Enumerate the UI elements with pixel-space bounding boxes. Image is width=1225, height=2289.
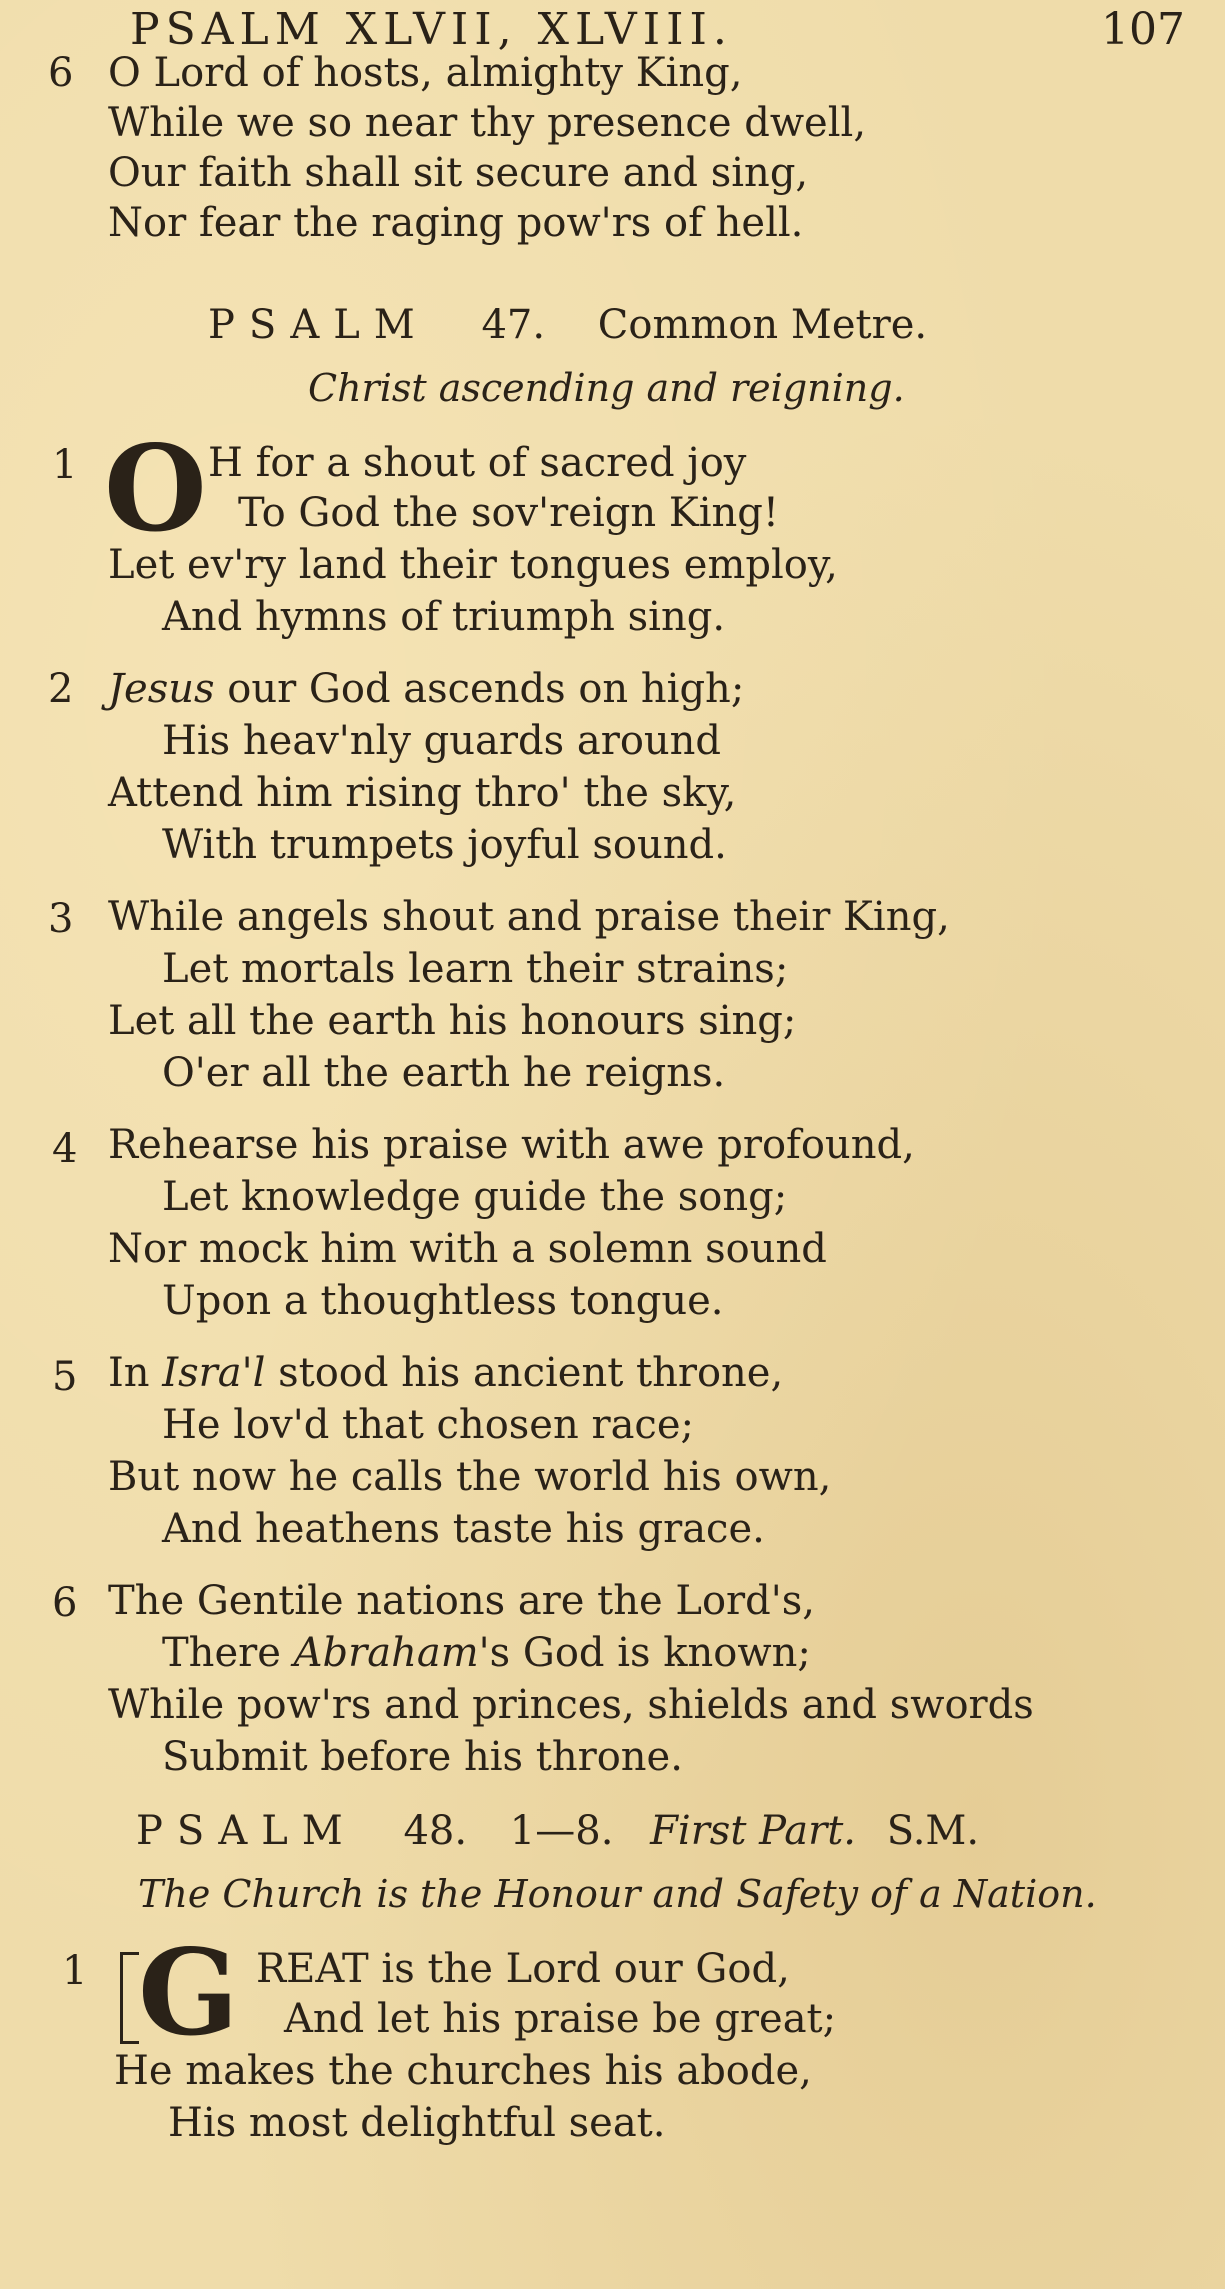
verse-line-prefix: In: [108, 1350, 163, 1396]
verse-line: While we so near thy presence dwell,: [108, 100, 867, 146]
verse-line: O Lord of hosts, almighty King,: [108, 50, 743, 96]
stanza-number: 6: [52, 1580, 78, 1626]
italic-name: Abraham: [293, 1630, 479, 1676]
verse-line: While pow'rs and princes, shields and swords: [108, 1682, 1034, 1728]
running-head-title: PSALM XLVII, XLVIII.: [130, 4, 733, 55]
verse-line-rest: stood his ancient throne,: [265, 1350, 784, 1396]
drop-cap: O: [104, 419, 207, 558]
verse-line: Nor mock him with a solemn sound: [108, 1226, 827, 1272]
verse-line: His heav'nly guards around: [162, 718, 722, 764]
verse-line-rest: our God ascends on high;: [214, 666, 745, 712]
verse-line: REAT is the Lord our God,: [256, 1946, 790, 1992]
verse-line: [108, 664, 744, 714]
verse-line: Submit before his throne.: [162, 1734, 683, 1780]
psalm-number: 48.: [403, 1808, 468, 1854]
verse-line: [162, 1628, 811, 1678]
psalm-label: PSALM: [208, 302, 429, 348]
verse-line: Let mortals learn their strains;: [162, 946, 789, 992]
verse-line: Nor fear the raging pow'rs of hell.: [108, 200, 804, 246]
bracket-ornament: [120, 1952, 139, 2044]
verse-line: And let his praise be great;: [284, 1996, 837, 2042]
verse-line: The Gentile nations are the Lord's,: [108, 1578, 816, 1624]
verse-line: Our faith shall sit secure and sing,: [108, 150, 809, 196]
verse-line: O'er all the earth he reigns.: [162, 1050, 726, 1096]
stanza-number: 2: [48, 666, 74, 712]
psalm-47-heading: [208, 300, 927, 350]
psalm-47-subtitle: Christ ascending and reigning.: [308, 366, 905, 410]
psalm-metre: Common Metre.: [597, 302, 928, 348]
verse-line: With trumpets joyful sound.: [162, 822, 727, 868]
page-number: 107: [1101, 4, 1185, 55]
psalm-metre: S.M.: [886, 1808, 980, 1854]
verse-line: He makes the churches his abode,: [114, 2048, 812, 2094]
verse-line-prefix: There: [162, 1630, 294, 1676]
psalm-number: 47.: [481, 302, 546, 348]
psalm-verses: 1—8.: [509, 1808, 614, 1854]
psalm-48-subtitle: The Church is the Honour and Safety of a Nation.: [138, 1872, 1097, 1916]
verse-line: But now he calls the world his own,: [108, 1454, 832, 1500]
stanza-number: 4: [52, 1126, 78, 1172]
verse-line: To God the sov'reign King!: [238, 490, 779, 536]
stanza-number: 1: [52, 442, 78, 488]
verse-line: Attend him rising thro' the sky,: [108, 770, 737, 816]
verse-line: Let all the earth his honours sing;: [108, 998, 797, 1044]
psalm-label: PSALM: [136, 1808, 357, 1854]
verse-line: Let knowledge guide the song;: [162, 1174, 788, 1220]
verse-line: And hymns of triumph sing.: [162, 594, 726, 640]
verse-line: And heathens taste his grace.: [162, 1506, 765, 1552]
psalm-part: First Part.: [650, 1808, 856, 1854]
drop-cap: G: [138, 1923, 239, 2062]
verse-line: H for a shout of sacred joy: [208, 440, 747, 486]
verse-line: Let ev'ry land their tongues employ,: [108, 542, 838, 588]
stanza-number: 1: [62, 1948, 88, 1994]
stanza-number: 6: [48, 50, 74, 96]
psalm-48-heading: [136, 1806, 979, 1856]
italic-name: Jesus: [108, 666, 215, 712]
verse-line: He lov'd that chosen race;: [162, 1402, 694, 1448]
stanza-number: 3: [48, 896, 74, 942]
verse-line: While angels shout and praise their King,: [108, 894, 950, 940]
stanza-number: 5: [52, 1354, 78, 1400]
verse-line: [108, 1348, 783, 1398]
verse-line: Rehearse his praise with awe profound,: [108, 1122, 915, 1168]
italic-name: Isra'l: [162, 1350, 266, 1396]
verse-line-rest: 's God is known;: [478, 1630, 811, 1676]
verse-line: Upon a thoughtless tongue.: [162, 1278, 724, 1324]
verse-line: His most delightful seat.: [168, 2100, 666, 2146]
